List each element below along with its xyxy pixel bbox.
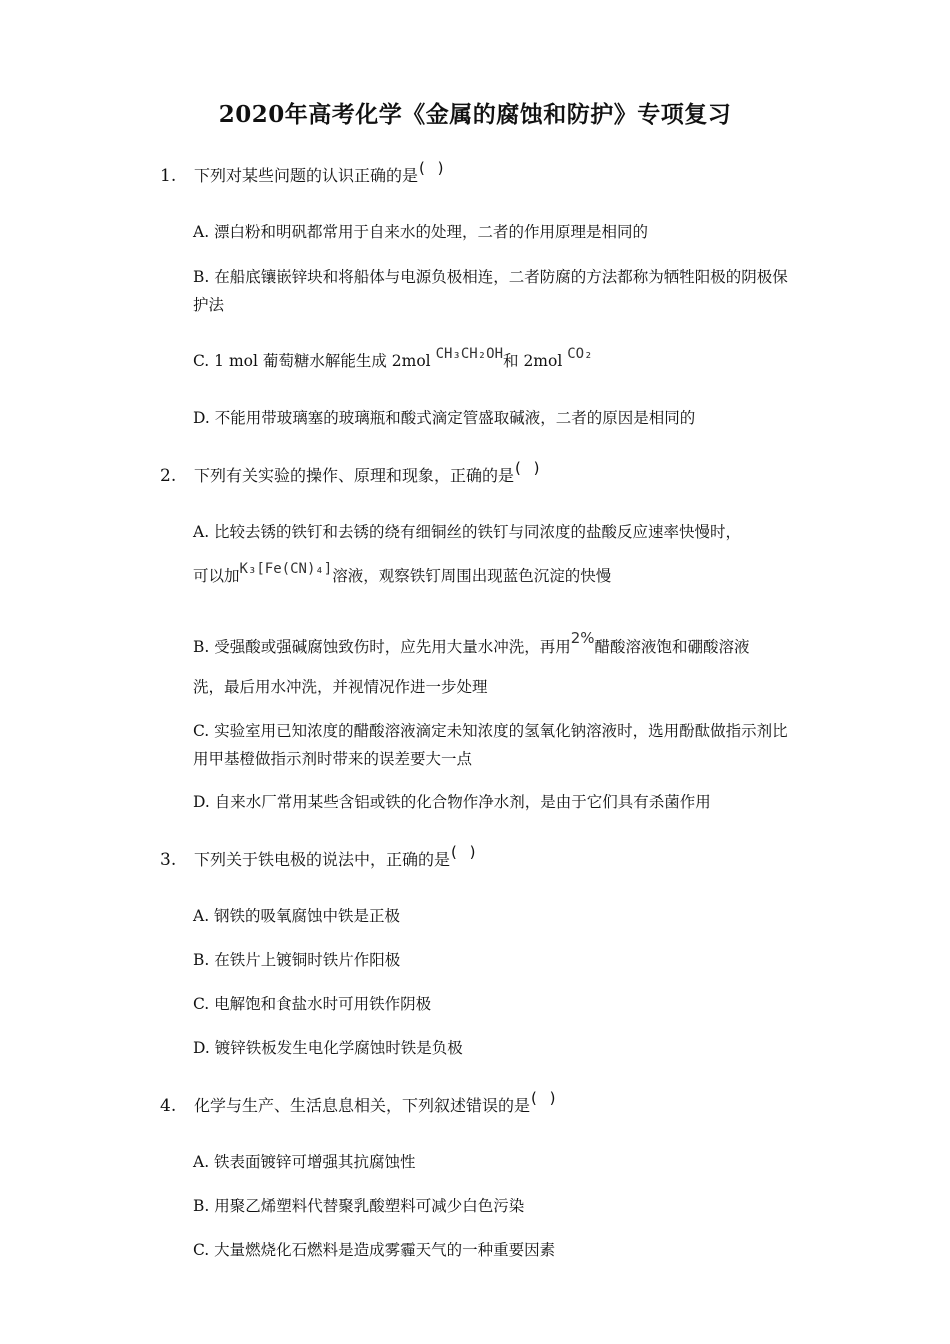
option-1b: B. 在船底镶嵌锌块和将船体与电源负极相连，二者防腐的方法都称为牺牲阳极的阴极保护法	[193, 268, 788, 314]
option-2a-line2	[193, 562, 793, 591]
option-2c: C. 实验室用已知浓度的醋酸溶液滴定未知浓度的氢氧化钠溶液时，选用酚酞做指示剂比用甲基橙做指示剂时带来的误差要大一点	[193, 722, 788, 768]
option-text: 溶液，观察铁钉周围出现蓝色沉淀的快慢	[332, 567, 612, 585]
option-3c: C. 电解饱和食盐水时可用铁作阴极	[193, 995, 432, 1013]
question-number: 3.	[160, 850, 177, 870]
option-2a-line1: A. 比较去锈的铁钉和去锈的绕有细铜丝的铁钉与同浓度的盐酸反应速率快慢时，	[193, 523, 742, 541]
question-stem: 下列关于铁电极的说法中，正确的是	[194, 850, 451, 869]
option-4c: C. 大量燃烧化石燃料是造成雾霾天气的一种重要因素	[193, 1241, 556, 1259]
option-2b-line1	[193, 629, 793, 661]
formula-co2: CO₂	[567, 346, 593, 362]
option-1c	[193, 347, 793, 376]
question-2	[160, 459, 544, 486]
option-4b: B. 用聚乙烯塑料代替聚乳酸塑料可减少白色污染	[193, 1197, 525, 1215]
question-stem: 化学与生产、生活息息相关，下列叙述错误的是	[194, 1096, 531, 1115]
answer-bracket: ( )	[515, 459, 544, 477]
option-text: 可以加	[193, 567, 240, 585]
option-text: C. 1 mol 葡萄糖水解能生成 2mol	[193, 352, 436, 370]
answer-bracket: ( )	[419, 159, 448, 177]
page-title: 2020年高考化学《金属的腐蚀和防护》专项复习	[218, 101, 732, 128]
question-4	[160, 1089, 560, 1116]
option-text: B. 受强酸或强碱腐蚀致伤时，应先用大量水冲洗，再用	[193, 638, 571, 656]
option-3d: D. 镀锌铁板发生电化学腐蚀时铁是负极	[193, 1039, 463, 1057]
option-2d: D. 自来水厂常用某些含铝或铁的化合物作净水剂，是由于它们具有杀菌作用	[193, 793, 711, 811]
formula-ethanol: CH₃CH₂OH	[435, 346, 504, 362]
option-text: 醋酸溶液饱和硼酸溶液	[594, 638, 750, 656]
question-number: 4.	[160, 1096, 177, 1116]
option-2b-line2: 洗，最后用水冲洗，并视情况作进一步处理	[193, 678, 488, 696]
option-4a: A. 铁表面镀锌可增强其抗腐蚀性	[193, 1153, 416, 1171]
option-3b: B. 在铁片上镀铜时铁片作阳极	[193, 951, 401, 969]
formula-potassium-ferricyanide: K₃[Fe(CN)₄]	[239, 561, 333, 577]
option-1a: A. 漂白粉和明矾都常用于自来水的处理，二者的作用原理是相同的	[193, 223, 649, 241]
option-1d: D. 不能用带玻璃塞的玻璃瓶和酸式滴定管盛取碱液，二者的原因是相同的	[193, 409, 696, 427]
question-stem: 下列对某些问题的认识正确的是	[194, 166, 419, 185]
answer-bracket: ( )	[531, 1089, 560, 1107]
question-stem: 下列有关实验的操作、原理和现象，正确的是	[194, 466, 515, 485]
question-1	[160, 159, 448, 186]
option-text: 和 2mol	[503, 352, 568, 370]
question-3	[160, 843, 480, 870]
option-3a: A. 钢铁的吸氧腐蚀中铁是正极	[193, 907, 401, 925]
percent-value: 2%	[570, 629, 595, 647]
answer-bracket: ( )	[451, 843, 480, 861]
question-number: 1.	[160, 166, 177, 186]
question-number: 2.	[160, 466, 177, 486]
